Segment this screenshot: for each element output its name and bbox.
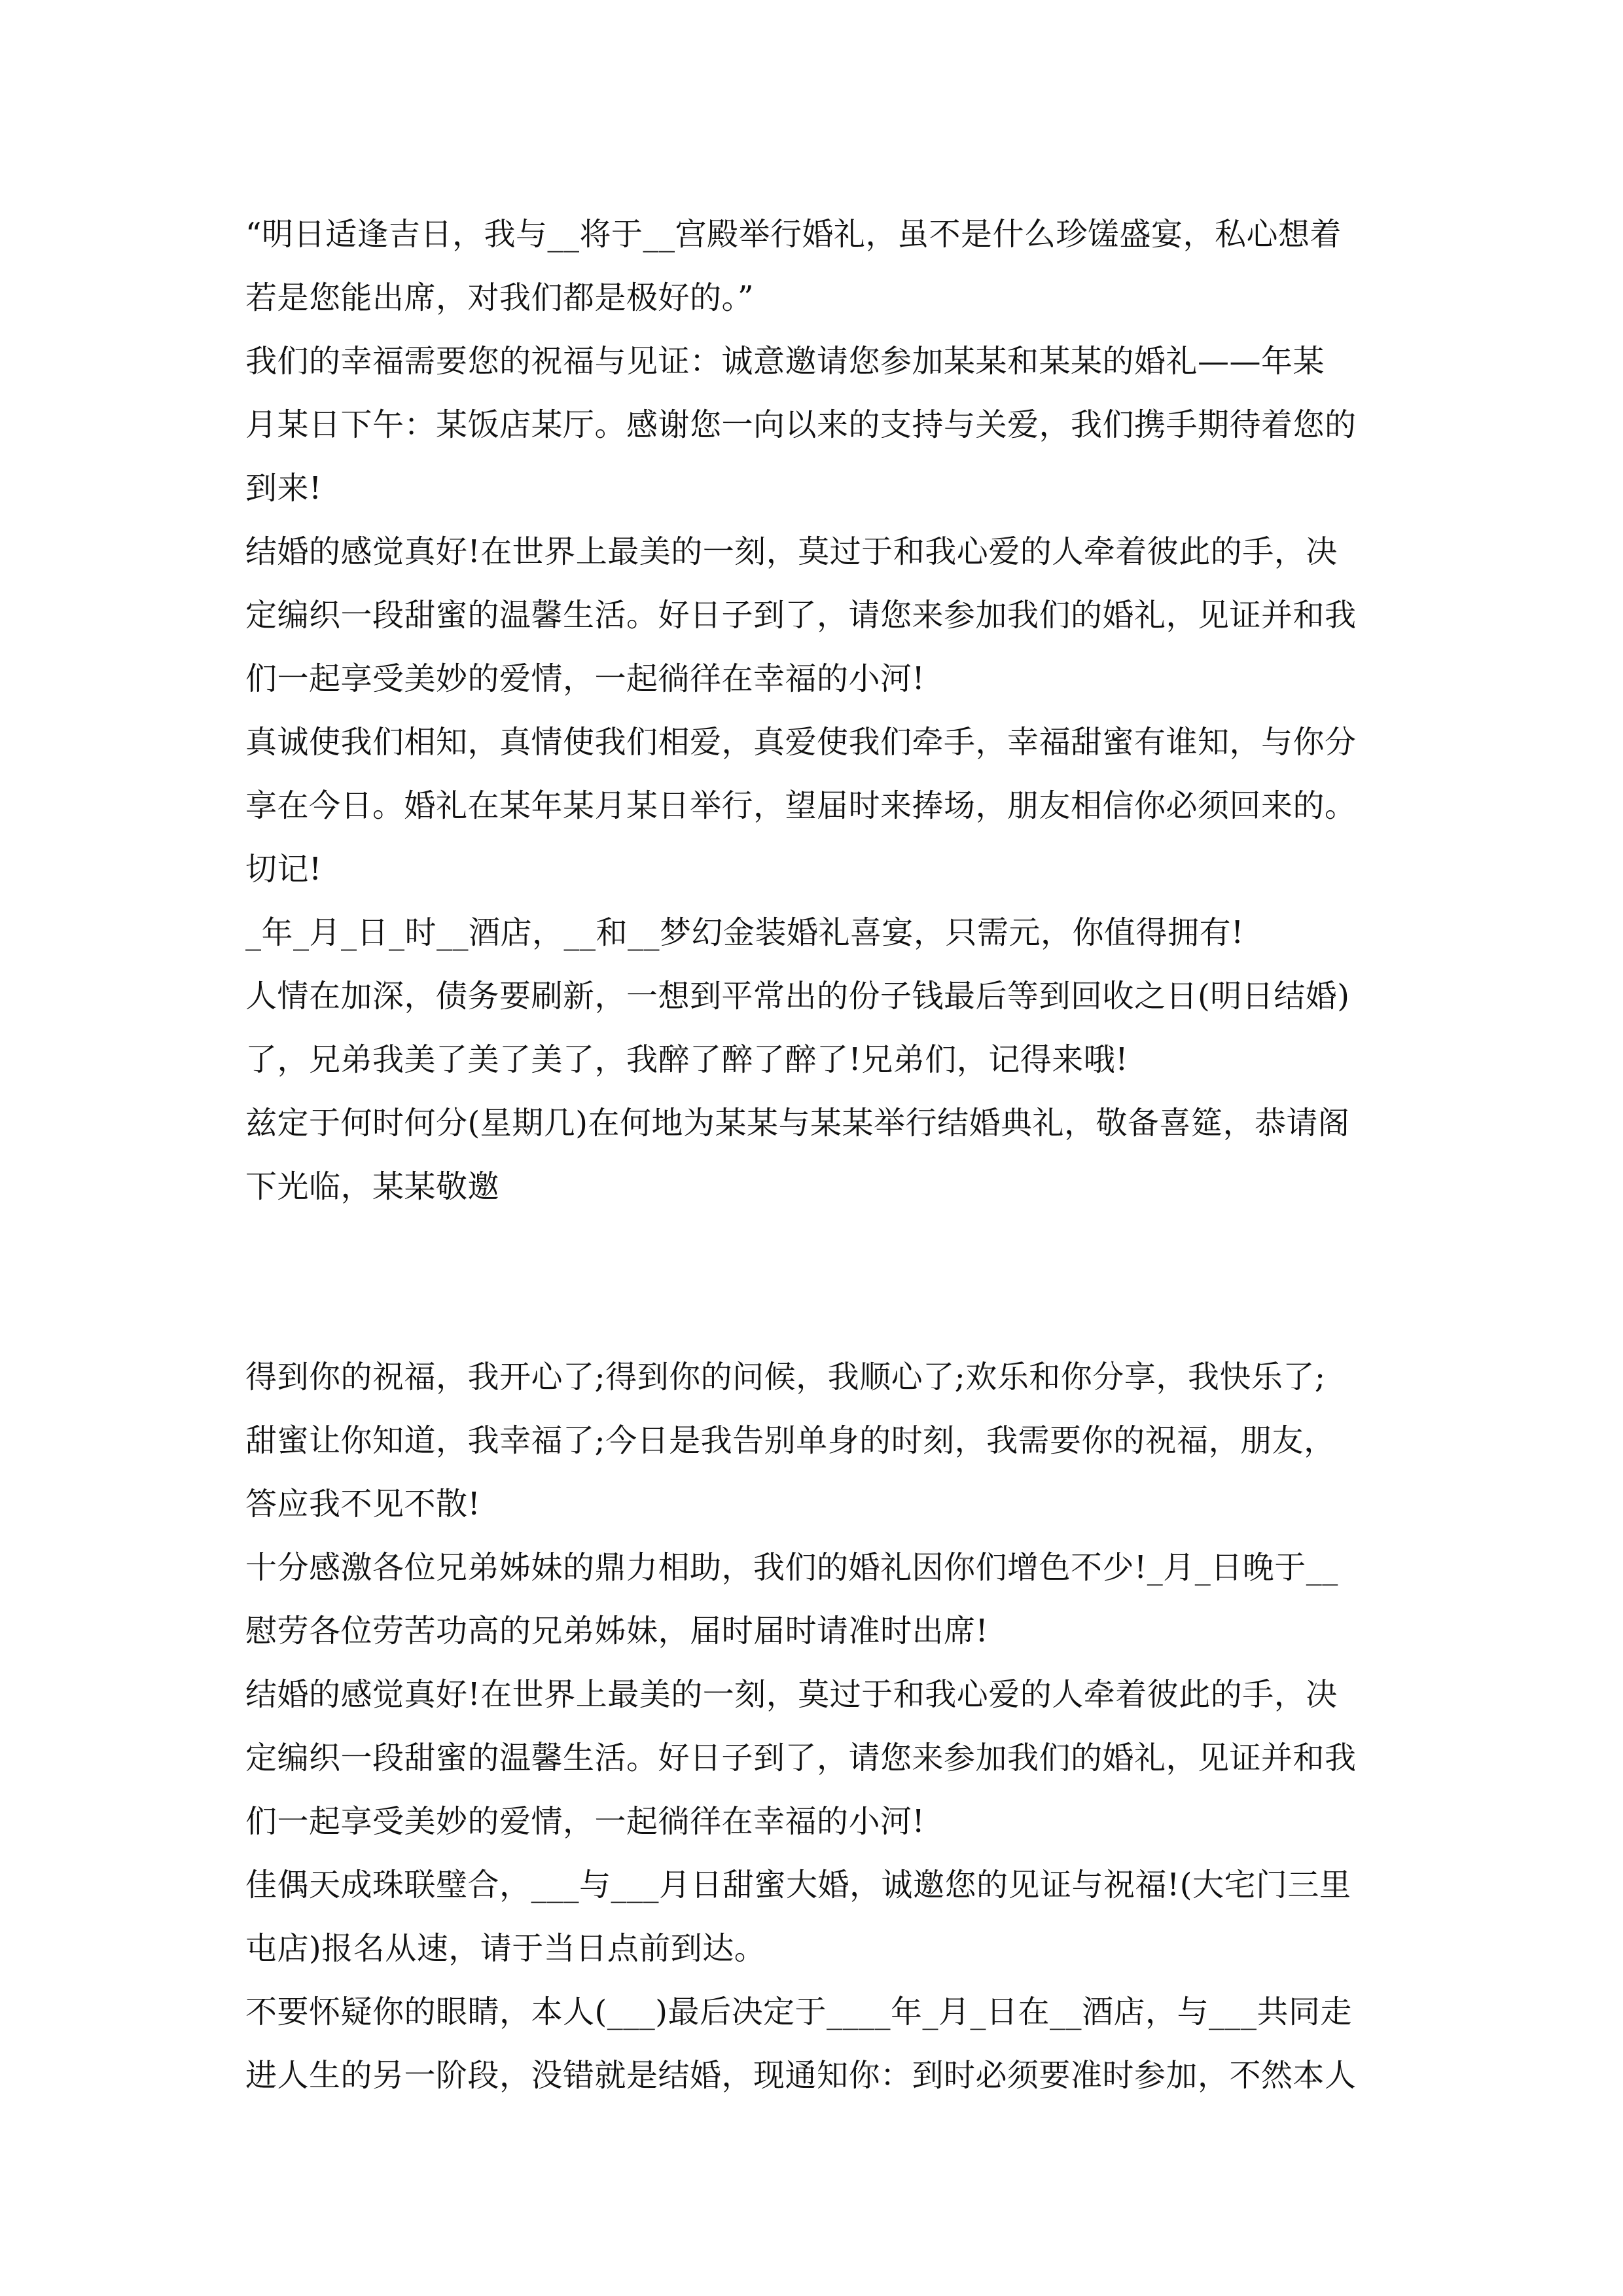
text-line: 们一起享受美妙的爱情，一起徜徉在幸福的小河! (245, 1803, 925, 1840)
text-line: 下光临，某某敬邀 (245, 1168, 500, 1205)
text-line: _年_月_日_时__酒店，__和__梦幻金装婚礼喜宴，只需元，你值得拥有! (245, 914, 1244, 951)
text-line: 答应我不见不散! (245, 1486, 481, 1522)
text-line: 兹定于何时何分(星期几)在何地为某某与某某举行结婚典礼，敬备喜筵，恭请阁 (245, 1105, 1350, 1141)
text-line: 结婚的感觉真好!在世界上最美的一刻，莫过于和我心爱的人牵着彼此的手，决 (245, 1676, 1338, 1713)
text-line: 切记! (245, 851, 322, 888)
text-line: 们一起享受美妙的爱情，一起徜徉在幸福的小河! (245, 660, 925, 697)
text-line: 若是您能出席，对我们都是极好的。” (245, 279, 755, 316)
text-line: 真诚使我们相知，真情使我们相爱，真爱使我们牵手，幸福甜蜜有谁知，与你分 (245, 724, 1357, 761)
text-line: 进人生的另一阶段，没错就是结婚，现通知你：到时必须要准时参加，不然本人 (245, 2057, 1357, 2094)
text-line: 十分感激各位兄弟姊妹的鼎力相助，我们的婚礼因你们增色不少!_月_日晚于__ (245, 1549, 1338, 1586)
text-line: 定编织一段甜蜜的温馨生活。好日子到了，请您来参加我们的婚礼，见证并和我 (245, 1740, 1357, 1776)
document-body (245, 203, 1397, 2108)
paragraph-gap (245, 1219, 1397, 1346)
text-line: 不要怀疑你的眼睛，本人(___)最后决定于____年_月_日在__酒店，与___共同走 (245, 1994, 1352, 2030)
text-line: 佳偶天成珠联璧合，___与___月日甜蜜大婚，诚邀您的见证与祝福!(大宅门三里 (245, 1867, 1351, 1903)
text-line: “明日适逢吉日，我与__将于__宫殿举行婚礼，虽不是什么珍馐盛宴，私心想着 (245, 216, 1342, 253)
text-line: 结婚的感觉真好!在世界上最美的一刻，莫过于和我心爱的人牵着彼此的手，决 (245, 533, 1338, 570)
text-line: 了，兄弟我美了美了美了，我醉了醉了醉了!兄弟们，记得来哦! (245, 1041, 1129, 1078)
text-line: 享在今日。婚礼在某年某月某日举行，望届时来捧场，朋友相信你必须回来的。 (245, 787, 1357, 824)
text-line: 月某日下午：某饭店某厅。感谢您一向以来的支持与关爱，我们携手期待着您的 (245, 406, 1357, 443)
text-line: 人情在加深，债务要刷新，一想到平常出的份子钱最后等到回收之日(明日结婚) (245, 978, 1350, 1014)
text-line: 甜蜜让你知道，我幸福了;今日是我告别单身的时刻，我需要你的祝福，朋友， (245, 1422, 1336, 1459)
text-line: 慰劳各位劳苦功高的兄弟姊妹，届时届时请准时出席! (245, 1613, 989, 1649)
text-line: 得到你的祝福，我开心了;得到你的问候，我顺心了;欢乐和你分享，我快乐了; (245, 1359, 1326, 1395)
text-line: 到来! (245, 470, 322, 507)
text-line: 屯店)报名从速，请于当日点前到达。 (245, 1930, 766, 1967)
text-line: 我们的幸福需要您的祝福与见证：诚意邀请您参加某某和某某的婚礼——年某 (245, 343, 1325, 380)
text-line: 定编织一段甜蜜的温馨生活。好日子到了，请您来参加我们的婚礼，见证并和我 (245, 597, 1357, 634)
